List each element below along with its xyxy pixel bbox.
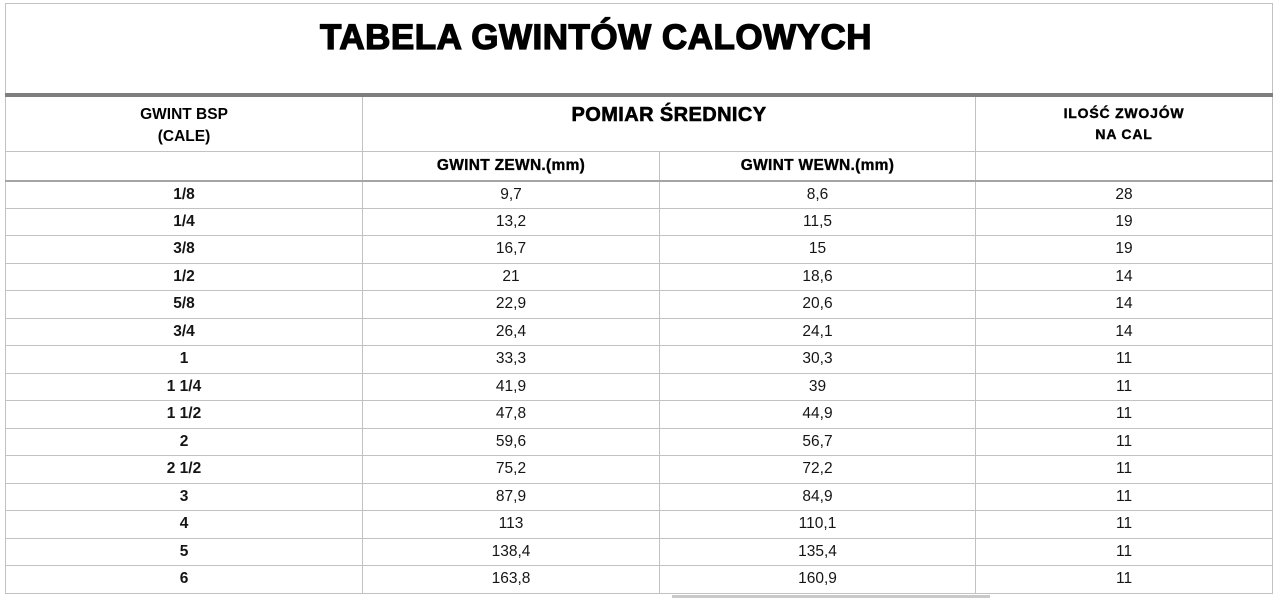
header-line: ILOŚĆ ZWOJÓW: [1063, 104, 1185, 121]
cell-gwint-wewn: 110,1: [660, 511, 976, 539]
subheader-gwint-zewn: GWINT ZEWN.(mm): [363, 152, 660, 181]
cell-gwint-wewn: 24,1: [660, 318, 976, 346]
cell-gwint-wewn: 15: [660, 236, 976, 264]
table-row: [6, 566, 1273, 594]
cell-gwint-bsp: 1/8: [6, 181, 363, 209]
cell-gwint-wewn: 160,9: [660, 566, 976, 594]
page-title: TABELA GWINTÓW CALOWYCH: [6, 4, 1273, 95]
cell-gwint-zewn: 41,9: [363, 373, 660, 401]
cell-gwint-zewn: 9,7: [363, 181, 660, 209]
column-group-header-pomiar-srednicy: POMIAR ŚREDNICY: [363, 95, 976, 152]
table-row: [6, 373, 1273, 401]
subheader-empty-left: [6, 152, 363, 181]
thread-size-table: [5, 3, 1273, 594]
table-row: [6, 483, 1273, 511]
cell-gwint-bsp: 5/8: [6, 291, 363, 319]
table-row: [6, 291, 1273, 319]
cell-ilosc-zwojow: 14: [976, 263, 1273, 291]
cell-ilosc-zwojow: 11: [976, 483, 1273, 511]
cell-gwint-zewn: 21: [363, 263, 660, 291]
cell-gwint-bsp: 2: [6, 428, 363, 456]
cell-gwint-wewn: 8,6: [660, 181, 976, 209]
table-body: [6, 181, 1273, 594]
table-row: [6, 538, 1273, 566]
cell-gwint-wewn: 11,5: [660, 208, 976, 236]
cell-ilosc-zwojow: 19: [976, 236, 1273, 264]
cell-ilosc-zwojow: 11: [976, 401, 1273, 429]
cell-ilosc-zwojow: 11: [976, 456, 1273, 484]
cell-gwint-bsp: 6: [6, 566, 363, 594]
cell-gwint-wewn: 72,2: [660, 456, 976, 484]
header-row: [6, 95, 1273, 152]
cell-gwint-wewn: 56,7: [660, 428, 976, 456]
cell-gwint-zewn: 16,7: [363, 236, 660, 264]
table-row: [6, 263, 1273, 291]
table-row: [6, 456, 1273, 484]
cell-gwint-bsp: 1/4: [6, 208, 363, 236]
cell-ilosc-zwojow: 14: [976, 318, 1273, 346]
cell-gwint-zewn: 87,9: [363, 483, 660, 511]
cell-gwint-zewn: 163,8: [363, 566, 660, 594]
header-line: GWINT BSP: [140, 105, 228, 123]
cell-gwint-bsp: 1 1/4: [6, 373, 363, 401]
subheader-empty-right: [976, 152, 1273, 181]
cell-gwint-bsp: 1: [6, 346, 363, 374]
header-line: NA CAL: [1095, 125, 1153, 142]
table-row: [6, 181, 1273, 209]
scan-artifact-line: [672, 595, 990, 598]
table-row: [6, 511, 1273, 539]
cell-ilosc-zwojow: 28: [976, 181, 1273, 209]
cell-gwint-zewn: 59,6: [363, 428, 660, 456]
cell-gwint-wewn: 39: [660, 373, 976, 401]
cell-ilosc-zwojow: 11: [976, 428, 1273, 456]
cell-gwint-zewn: 75,2: [363, 456, 660, 484]
cell-gwint-bsp: 1/2: [6, 263, 363, 291]
cell-gwint-wewn: 20,6: [660, 291, 976, 319]
cell-ilosc-zwojow: 11: [976, 346, 1273, 374]
cell-gwint-wewn: 18,6: [660, 263, 976, 291]
cell-gwint-zewn: 113: [363, 511, 660, 539]
header-line: (CALE): [157, 127, 211, 145]
cell-gwint-bsp: 5: [6, 538, 363, 566]
cell-gwint-zewn: 26,4: [363, 318, 660, 346]
cell-gwint-wewn: 30,3: [660, 346, 976, 374]
table-row: [6, 318, 1273, 346]
cell-ilosc-zwojow: 11: [976, 511, 1273, 539]
title-row: [6, 4, 1273, 95]
cell-ilosc-zwojow: 19: [976, 208, 1273, 236]
cell-gwint-wewn: 44,9: [660, 401, 976, 429]
table-row: [6, 346, 1273, 374]
cell-gwint-zewn: 47,8: [363, 401, 660, 429]
cell-gwint-bsp: 3: [6, 483, 363, 511]
cell-gwint-zewn: 22,9: [363, 291, 660, 319]
table-row: [6, 401, 1273, 429]
column-header-gwint-bsp: [6, 95, 363, 152]
column-header-ilosc-zwojow: [976, 95, 1273, 152]
subheader-row: [6, 152, 1273, 181]
cell-gwint-bsp: 1 1/2: [6, 401, 363, 429]
cell-ilosc-zwojow: 14: [976, 291, 1273, 319]
subheader-gwint-wewn: GWINT WEWN.(mm): [660, 152, 976, 181]
cell-gwint-zewn: 13,2: [363, 208, 660, 236]
table-row: [6, 208, 1273, 236]
cell-ilosc-zwojow: 11: [976, 566, 1273, 594]
table-row: [6, 236, 1273, 264]
cell-gwint-bsp: 4: [6, 511, 363, 539]
cell-gwint-wewn: 135,4: [660, 538, 976, 566]
cell-ilosc-zwojow: 11: [976, 538, 1273, 566]
table-row: [6, 428, 1273, 456]
cell-gwint-bsp: 3/8: [6, 236, 363, 264]
cell-ilosc-zwojow: 11: [976, 373, 1273, 401]
cell-gwint-zewn: 138,4: [363, 538, 660, 566]
cell-gwint-zewn: 33,3: [363, 346, 660, 374]
cell-gwint-bsp: 2 1/2: [6, 456, 363, 484]
cell-gwint-wewn: 84,9: [660, 483, 976, 511]
cell-gwint-bsp: 3/4: [6, 318, 363, 346]
